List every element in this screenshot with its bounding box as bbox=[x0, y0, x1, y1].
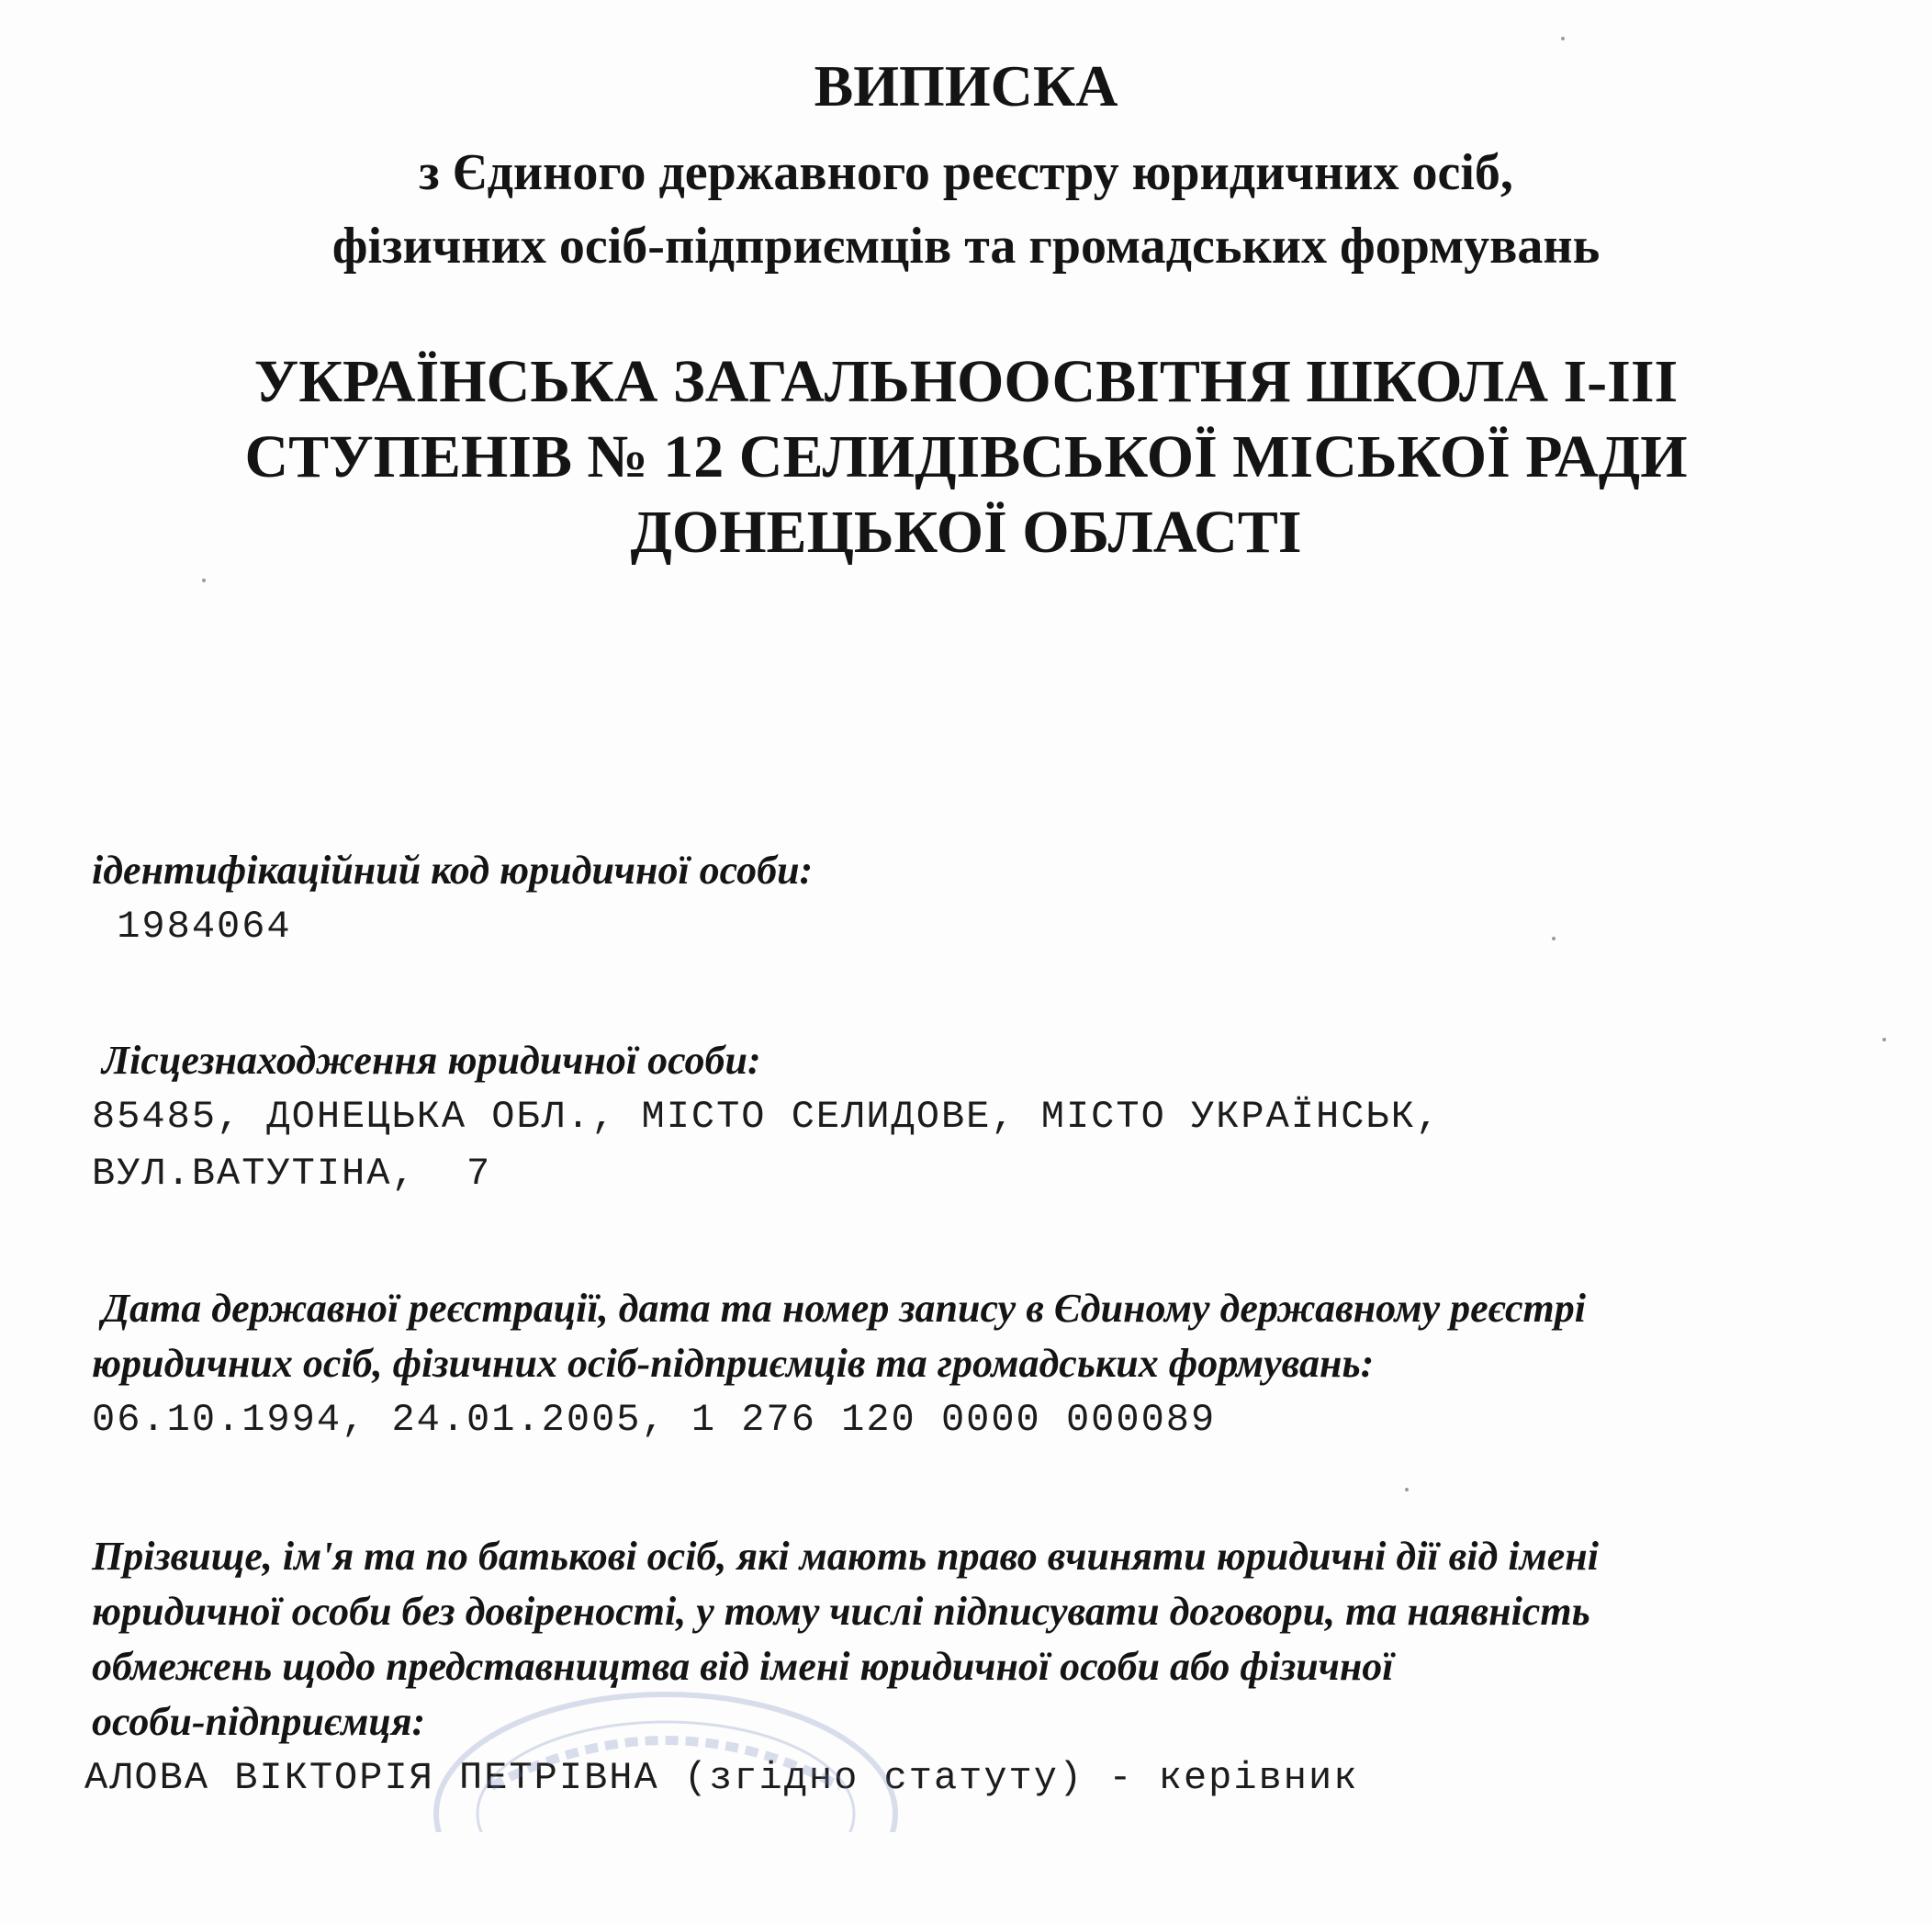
authorized-persons-label-line: обмежень щодо представництва від імені юридичної особи або фізичної bbox=[92, 1644, 1394, 1689]
authorized-persons-label-line: Прізвище, ім'я та по батькові осіб, які мають право вчиняти юридичні дії від імені bbox=[92, 1534, 1599, 1579]
authorized-persons-section bbox=[84, 1529, 1864, 1806]
entity-name bbox=[0, 344, 1932, 570]
entity-name-line: ДОНЕЦЬКОЇ ОБЛАСТІ bbox=[630, 499, 1302, 566]
registration-value: 06.10.1994, 24.01.2005, 1 276 120 0000 000089 bbox=[92, 1398, 1217, 1442]
scan-speck bbox=[1882, 1038, 1886, 1041]
scan-speck bbox=[1552, 937, 1556, 940]
entity-name-line: СТУПЕНІВ № 12 СЕЛИДІВСЬКОЇ МІСЬКОЇ РАДИ bbox=[244, 423, 1688, 490]
registration-section bbox=[92, 1281, 1864, 1448]
registration-label-line: юридичних осіб, фізичних осіб-підприємців та громадських формувань: bbox=[92, 1341, 1375, 1386]
document-title: ВИПИСКА bbox=[814, 53, 1118, 118]
location-value-line: ВУЛ.ВАТУТІНА, 7 bbox=[92, 1152, 492, 1196]
authorized-persons-value: АЛОВА ВІКТОРІЯ ПЕТРІВНА (згідно статуту) - керівник bbox=[84, 1756, 1359, 1800]
subtitle-line: фізичних осіб-підприємців та громадських формувань bbox=[331, 218, 1601, 275]
authorized-persons-label-line: юридичної особи без довіреності, у тому числі підписувати договори, та наявність bbox=[92, 1589, 1590, 1634]
id-code-value: 1984064 bbox=[92, 905, 292, 949]
scan-speck bbox=[1405, 1488, 1409, 1491]
entity-name-line: УКРАЇНСЬКА ЗАГАЛЬНООСВІТНЯ ШКОЛА І-ІІІ bbox=[253, 348, 1679, 415]
scan-speck bbox=[202, 579, 206, 582]
id-code-label: ідентифікаційний код юридичної особи: bbox=[92, 848, 814, 893]
location-section bbox=[92, 1033, 1864, 1202]
location-label: Лісцезнаходження юридичної особи: bbox=[92, 1038, 761, 1083]
registration-label-line: Дата державної реєстрації, дата та номер запису в Єдиному державному реєстрі bbox=[92, 1286, 1586, 1331]
id-code-section bbox=[92, 843, 1864, 955]
scan-speck bbox=[1561, 37, 1565, 40]
subtitle-line: з Єдиного державного реєстру юридичних осіб, bbox=[419, 144, 1513, 201]
authorized-persons-label-line: особи-підприємця: bbox=[92, 1699, 426, 1744]
document-subtitle bbox=[0, 136, 1932, 283]
location-value-line: 85485, ДОНЕЦЬКА ОБЛ., МІСТО СЕЛИДОВЕ, МІСТО УКРАЇНСЬК, bbox=[92, 1095, 1442, 1139]
faded-stamp-icon bbox=[409, 1676, 923, 1832]
